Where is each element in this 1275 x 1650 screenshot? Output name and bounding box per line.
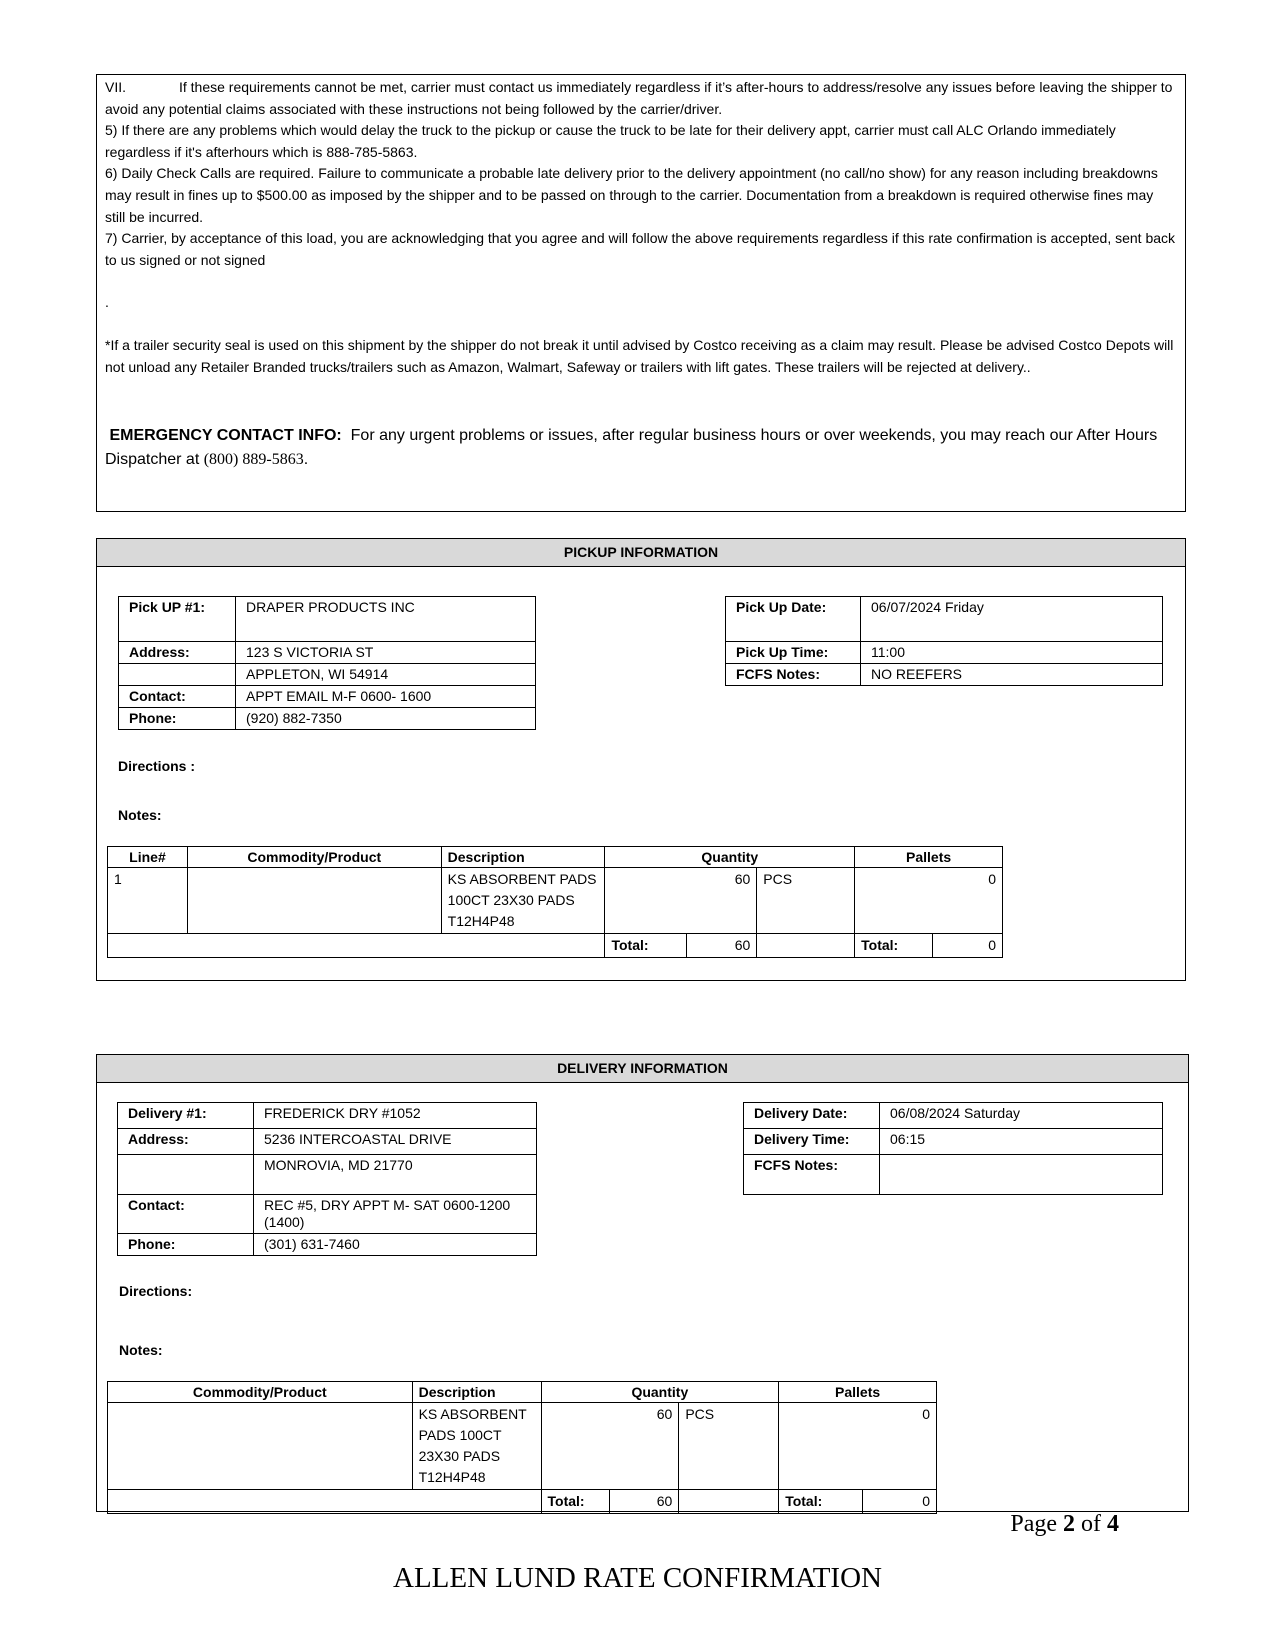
delivery-schedule-table <box>743 1102 1163 1195</box>
delivery-items-header-row <box>108 1382 937 1403</box>
delivery-directions-label: Directions: <box>119 1283 193 1299</box>
pickup-header: PICKUP INFORMATION <box>97 539 1185 567</box>
page-prefix: Page <box>1010 1511 1063 1537</box>
delivery-desc-line: PADS 100CT <box>418 1427 502 1443</box>
pickup-notes-label: Notes: <box>118 807 162 823</box>
delivery-date-value: 06/08/2024 Saturday <box>880 1103 1163 1129</box>
delivery-number-label: Delivery #1: <box>118 1103 254 1129</box>
delivery-total-pallets-label: Total: <box>779 1490 863 1514</box>
emergency-phone: (800) 889-5863 <box>203 451 304 469</box>
pickup-col-quantity: Quantity <box>605 847 855 868</box>
pickup-phone-label: Phone: <box>119 708 236 730</box>
pickup-desc-line: 100CT 23X30 PADS <box>447 892 575 908</box>
pickup-item-qty: 60 <box>605 868 757 934</box>
delivery-col-pallets: Pallets <box>779 1382 937 1403</box>
page-total: 4 <box>1107 1511 1119 1537</box>
terms-item-7: 7) Carrier, by acceptance of this load, you are acknowledging that you agree and will follow the above requirements regardless if this rate confirmation is accepted, sent back to us signed or not signed <box>105 230 1176 268</box>
pickup-total-pallets: 0 <box>933 934 1003 958</box>
delivery-total-pallets: 0 <box>863 1490 937 1514</box>
delivery-address-label: Address: <box>118 1129 254 1155</box>
delivery-item-unit: PCS <box>679 1403 779 1490</box>
pickup-address-spacer <box>119 664 236 686</box>
delivery-fcfs-label: FCFS Notes: <box>744 1155 880 1195</box>
pickup-schedule-table <box>725 596 1163 686</box>
pickup-directions-label: Directions : <box>118 758 196 774</box>
terms-vii-number: VII. <box>105 79 127 95</box>
pickup-desc-line: KS ABSORBENT PADS <box>447 871 597 887</box>
pickup-items-header-row <box>108 847 1003 868</box>
pickup-items-table <box>107 846 1003 958</box>
delivery-total-spacer <box>108 1490 542 1514</box>
pickup-fcfs-label: FCFS Notes: <box>726 664 861 686</box>
pickup-col-pallets: Pallets <box>855 847 1003 868</box>
table-row <box>108 1403 937 1490</box>
pickup-total-pallets-label: Total: <box>855 934 933 958</box>
pickup-fcfs-value: NO REEFERS <box>861 664 1163 686</box>
delivery-contact-line: (1400) <box>264 1214 305 1230</box>
delivery-item-commodity <box>108 1403 413 1490</box>
delivery-col-commodity: Commodity/Product <box>108 1382 413 1403</box>
pickup-total-qty: 60 <box>687 934 757 958</box>
pickup-address-label: Address: <box>119 642 236 664</box>
pickup-total-unit-blank <box>757 934 855 958</box>
terms-box <box>96 74 1186 512</box>
terms-dot: . <box>105 294 109 311</box>
pickup-number-label: Pick UP #1: <box>119 597 236 642</box>
pickup-time-value: 11:00 <box>861 642 1163 664</box>
pickup-item-commodity <box>187 868 441 934</box>
delivery-phone-value: (301) 631-7460 <box>254 1234 537 1256</box>
pickup-col-description: Description <box>441 847 605 868</box>
delivery-address-line2: MONROVIA, MD 21770 <box>254 1155 537 1195</box>
pickup-total-spacer <box>108 934 605 958</box>
delivery-total-label: Total: <box>541 1490 610 1514</box>
delivery-contact-value <box>254 1195 537 1234</box>
delivery-consignee-name: FREDERICK DRY #1052 <box>254 1103 537 1129</box>
pickup-section <box>96 538 1186 981</box>
delivery-items-table <box>107 1381 937 1514</box>
page-current: 2 <box>1063 1511 1075 1537</box>
delivery-col-quantity: Quantity <box>541 1382 779 1403</box>
pickup-total-label: Total: <box>605 934 687 958</box>
delivery-date-label: Delivery Date: <box>744 1103 880 1129</box>
pickup-address-table <box>118 596 536 730</box>
delivery-address-line1: 5236 INTERCOASTAL DRIVE <box>254 1129 537 1155</box>
delivery-desc-line: KS ABSORBENT <box>418 1406 527 1422</box>
page-number <box>1010 1511 1119 1538</box>
delivery-item-qty: 60 <box>541 1403 679 1490</box>
emergency-label: EMERGENCY CONTACT INFO: <box>109 427 342 445</box>
delivery-desc-line: T12H4P48 <box>418 1469 486 1485</box>
document-title: ALLEN LUND RATE CONFIRMATION <box>393 1562 882 1594</box>
terms-seal-note: *If a trailer security seal is used on this shipment by the shipper do not break it until advised by Costco receiving as a claim may result. Please be advised Costco Depots will not unload any Retailer Branded trucks/trailers such as Amazon, Walmart, Safeway or trailers with lift gates. These trailers will be rejected at delivery.. <box>105 336 1174 375</box>
delivery-phone-label: Phone: <box>118 1234 254 1256</box>
delivery-desc-line: 23X30 PADS <box>418 1448 501 1464</box>
delivery-col-description: Description <box>412 1382 541 1403</box>
delivery-contact-label: Contact: <box>118 1195 254 1234</box>
delivery-time-label: Delivery Time: <box>744 1129 880 1155</box>
pickup-item-line: 1 <box>108 868 188 934</box>
pickup-phone-value: (920) 882-7350 <box>236 708 536 730</box>
pickup-date-label: Pick Up Date: <box>726 597 861 642</box>
delivery-time-value: 06:15 <box>880 1129 1163 1155</box>
pickup-date-value: 06/07/2024 Friday <box>861 597 1163 642</box>
terms-vii-text: If these requirements cannot be met, carrier must contact us immediately regardless if it’s after-hours to address/resolve any issues before leaving the shipper to avoid any potential claims associated with these instructions not being followed by the carrier/driver. <box>105 79 1173 117</box>
delivery-address-table <box>117 1102 537 1256</box>
emergency-text: For any urgent problems or issues, after regular business hours or over weekends, you may reach our After Hours Dispatcher at <box>105 427 1158 469</box>
delivery-header: DELIVERY INFORMATION <box>97 1055 1188 1083</box>
delivery-section <box>96 1054 1189 1512</box>
delivery-item-description <box>412 1403 541 1490</box>
pickup-contact-label: Contact: <box>119 686 236 708</box>
delivery-total-unit-blank <box>679 1490 779 1514</box>
delivery-notes-label: Notes: <box>119 1342 163 1358</box>
pickup-shipper-name: DRAPER PRODUCTS INC <box>236 597 536 642</box>
terms-item-vii <box>105 77 1177 120</box>
emergency-contact <box>105 424 1177 472</box>
pickup-contact-value: APPT EMAIL M-F 0600- 1600 <box>236 686 536 708</box>
delivery-total-qty: 60 <box>610 1490 679 1514</box>
pickup-col-commodity: Commodity/Product <box>187 847 441 868</box>
pickup-item-unit: PCS <box>757 868 855 934</box>
pickup-address-line2: APPLETON, WI 54914 <box>236 664 536 686</box>
pickup-item-pallets: 0 <box>855 868 1003 934</box>
pickup-address-line1: 123 S VICTORIA ST <box>236 642 536 664</box>
delivery-total-row <box>108 1490 937 1514</box>
delivery-fcfs-value <box>880 1155 1163 1195</box>
pickup-desc-line: T12H4P48 <box>447 913 515 929</box>
table-row <box>108 868 1003 934</box>
delivery-address-spacer <box>118 1155 254 1195</box>
terms-item-6: 6) Daily Check Calls are required. Failure to communicate a probable late delivery prior to the delivery appointment (no call/no show) for any reason including breakdowns may result in fines up to $500.00 as imposed by the shipper and to be passed on through to the carrier. Documentation from a breakdown is required otherwise fines may still be incurred. <box>105 165 1158 225</box>
pickup-total-row <box>108 934 1003 958</box>
page-of: of <box>1075 1511 1107 1537</box>
delivery-item-pallets: 0 <box>779 1403 937 1490</box>
delivery-contact-line: REC #5, DRY APPT M- SAT 0600-1200 <box>264 1197 511 1213</box>
terms-item-5: 5) If there are any problems which would delay the truck to the pickup or cause the truck to be late for their delivery appt, carrier must call ALC Orlando immediately regardless if it's afterhours which is 888-785-5863. <box>105 122 1116 160</box>
pickup-time-label: Pick Up Time: <box>726 642 861 664</box>
emergency-end: . <box>303 451 309 469</box>
pickup-col-line: Line# <box>108 847 188 868</box>
pickup-item-description <box>441 868 605 934</box>
